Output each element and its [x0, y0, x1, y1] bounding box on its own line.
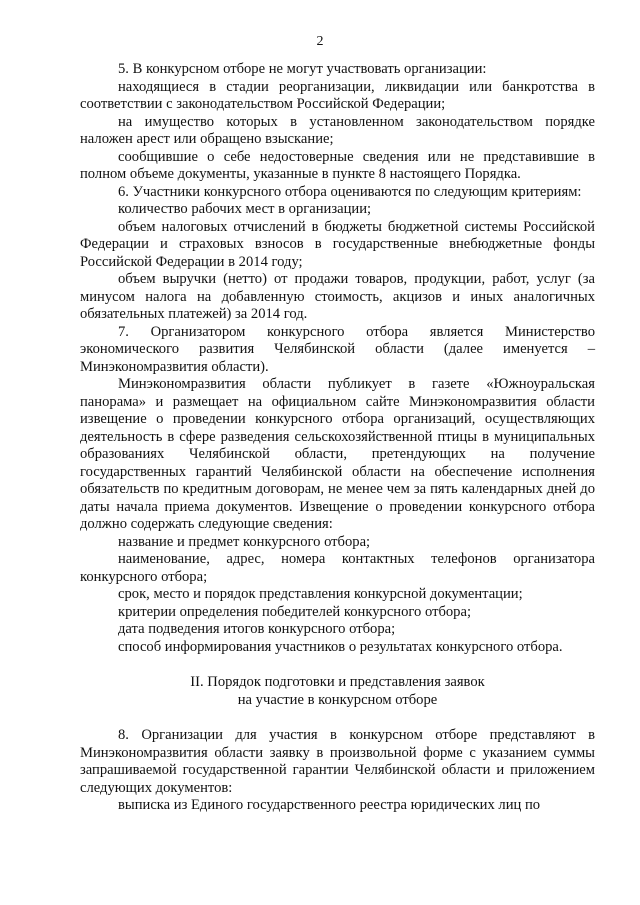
paragraph: 7. Организатором конкурсного отбора является Министерство экономического развития Челябинской области (далее именуется – Минэкономразвития области).: [80, 323, 595, 375]
paragraph: Минэкономразвития области публикует в газете «Южноуральская панорама» и размещает на официальном сайте Минэкономразвития области извещение о проведении конкурсного отбора организаций, осуществляющих деятельность в сфере разведения сельскохозяйственной птицы в муниципальных образованиях Челябинской области, претендующих на получение государственных гарантий Челябинской области на обеспечение исполнения обязательств по кредитным договорам, не менее чем за пять календарных дней до даты начала приема документов. Извещение о проведении конкурсного отбора должно содержать следующие сведения:: [80, 376, 595, 532]
section-heading-line-1: II. Порядок подготовки и представления заявок: [190, 674, 485, 690]
paragraph: выписка из Единого государственного реестра юридических лиц по: [118, 797, 541, 813]
spacer: [80, 709, 595, 727]
paragraph: срок, место и порядок представления конкурсной документации;: [118, 586, 523, 602]
page-number: 2: [316, 34, 324, 49]
paragraph: на имущество которых в установленном законодательством порядке наложен арест или обращено взыскание;: [80, 113, 595, 147]
paragraph: критерии определения победителей конкурсного отбора;: [118, 603, 471, 620]
paragraph: находящиеся в стадии реорганизации, ликвидации или банкротства в соответствии с законодательством Российской Федерации;: [80, 78, 595, 112]
paragraph: 6. Участники конкурсного отбора оцениваются по следующим критериям:: [118, 183, 582, 200]
spacer: [80, 656, 595, 674]
paragraph: 5. В конкурсном отборе не могут участвовать организации:: [118, 61, 487, 77]
document-body: [80, 61, 595, 815]
paragraph: название и предмет конкурсного отбора;: [118, 533, 371, 550]
paragraph: количество рабочих мест в организации;: [118, 201, 372, 217]
paragraph: сообщившие о себе недостоверные сведения или не представившие в полном объеме документы, указанные в пункте 8 настоящего Порядка.: [80, 148, 595, 182]
paragraph: наименование, адрес, номера контактных телефонов организатора конкурсного отбора;: [80, 551, 595, 585]
paragraph: дата подведения итогов конкурсного отбора;: [118, 621, 396, 637]
paragraph: объем налоговых отчислений в бюджеты бюджетной системы Российской Федерации и страховых взносов в государственные внебюджетные фонды Российской Федерации в 2014 году;: [80, 218, 595, 270]
paragraph: способ информирования участников о результатах конкурсного отбора.: [118, 638, 563, 655]
section-heading-line-2: на участие в конкурсном отборе: [237, 691, 438, 708]
paragraph: 8. Организации для участия в конкурсном отборе представляют в Минэкономразвития области заявку в произвольной форме с указанием суммы запрашиваемой государственной гарантии Челябинской области и приложением следующих документов:: [80, 727, 595, 796]
paragraph: объем выручки (нетто) от продажи товаров, продукции, работ, услуг (за минусом налога на добавленную стоимость, акцизов и иных аналогичных обязательных платежей) за 2014 год.: [80, 271, 595, 322]
